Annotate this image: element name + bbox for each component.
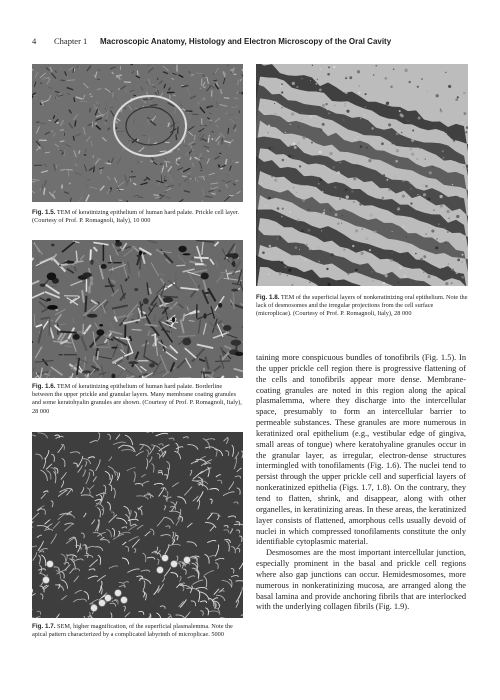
figure-1-5-micrograph [32, 64, 243, 202]
figure-1-7-label: Fig. 1.7. [32, 623, 56, 630]
figure-1-8-caption [256, 294, 468, 319]
figure-1-7-caption-text: SEM, higher magnification, of the superficial plasmalemma. Note the apical pattern characterized by a complicated labyrinth of microplicae. 5000 [32, 623, 233, 639]
page-number: 4 [32, 36, 37, 46]
figure-1-6-micrograph [32, 240, 243, 378]
body-paragraph-2: Desmosomes are the most important intercellular junction, especially prominent in the basal and prickle cell regions where also gap junctions can occur. Hemidesmosomes, more numerous in nonkeratinizing mucosa, are arranged along the basal lamina and provide anchoring fibrils that are interlocked with the underlying collagen fibrils (Fig. 1.9). [256, 548, 466, 612]
figure-1-5-label: Fig. 1.5. [32, 209, 56, 216]
figure-1-6-label: Fig. 1.6. [32, 383, 56, 390]
running-header [32, 36, 472, 46]
body-paragraph-1: taining more conspicuous bundles of tonofibrils (Fig. 1.5). In the upper prickle cell region there is progressive flattening of the cells and tonofibrils appear more dense. Membrane-coating granules are noted in this region along the apical plasmalemma, where they discharge into the intercellular space, presumably to form an intercellular barrier to permeable substances. These granules are more numerous in keratinized oral epithelium (e.g., vestibular edge of gingiva, small areas of tongue) where keratohyaline granules occur in the granular layer, as irregular, electron-dense structures intermingled with tonofilaments (Fig. 1.6). The nuclei tend to persist through the upper prickle cell and superficial layers of nonkeratinized epithelia (Figs. 1.7, 1.8). On the contrary, they tend to flatten, shrink, and disappear, along with other organelles, in keratinizing areas. In these areas, the keratinized layer consists of flattened, amorphous cells usually devoid of nuclei in which compressed tonofilaments constitute the only identifiable cytoplasmic material. [256, 353, 466, 547]
figure-1-6-caption-text: TEM of keratinizing epithelium of human hard palate. Borderline between the upper prickle and granular layers. Many membrane coating granules and some keratohyalin granules are shown. (Courtesy of Prof. P. Romagnoli, Italy), 28 000 [32, 383, 242, 415]
chapter-title: Macroscopic Anatomy, Histology and Electron Microscopy of the Oral Cavity [100, 37, 392, 46]
figure-1-8-micrograph [256, 64, 468, 286]
figure-1-5-caption [32, 209, 243, 225]
figure-1-7-micrograph [32, 432, 243, 618]
figure-1-5-caption-text: TEM of keratinizing epithelium of human hard palate. Prickle cell layer. (Courtesy of Prof. P. Romagnoli, Italy), 10 000 [32, 209, 240, 225]
figure-1-6-caption [32, 383, 243, 416]
figure-1-8-caption-text: TEM of the superficial layers of nonkeratinizing oral epithelium. Note the lack of desmosomes and the irregular projections from the cell surface (microplicae). (Courtesy of Prof. P. Romagnoli, Italy), 28 000 [256, 294, 468, 318]
figure-1-8-label: Fig. 1.8. [256, 294, 280, 301]
figure-1-7-caption [32, 623, 243, 639]
body-text-column [256, 353, 466, 613]
chapter-label: Chapter 1 [54, 36, 88, 46]
